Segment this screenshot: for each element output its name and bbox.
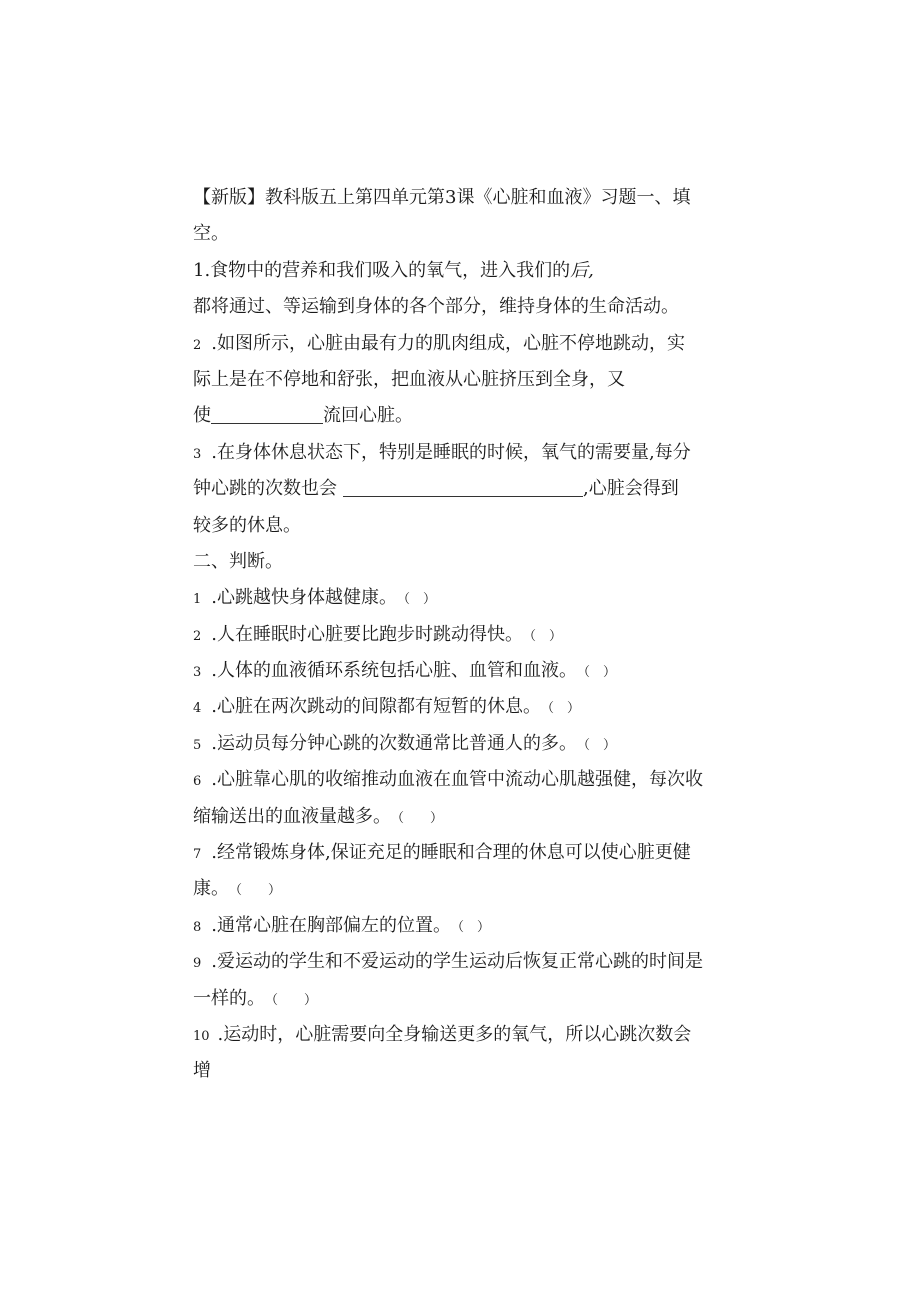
judge-item-10-line-2: 增 [193,1060,211,1082]
title-line-1: 【新版】教科版五上第四单元第3课《心脏和血液》习题一、填 [193,187,691,208]
fill-q3-text: .在身体休息状态下，特别是睡眠的时候，氧气的需要量,每分 [211,441,691,463]
judge-text: .经常锻炼身体,保证充足的睡眠和合理的休息可以使心脏更健 [211,842,691,864]
judge-text: 康。 [193,878,229,900]
judge-text: .运动员每分钟心跳的次数通常比普通人的多。 [211,732,578,754]
judge-item-6-line-1 [193,762,733,798]
judge-number: 6 [193,774,202,790]
title-line-2: 空。 [193,223,229,245]
fill-q3-number: 3 [193,446,202,462]
fill-q2-suffix: 流回心脏。 [323,405,413,427]
judge-item-5 [193,726,733,762]
fill-q1-line-1 [193,253,733,289]
answer-paren[interactable]: （ ） [451,919,491,935]
judge-number: 9 [193,956,202,972]
judge-number: 1 [193,592,202,608]
fill-q2-prefix: 使 [193,405,211,427]
answer-paren[interactable]: （ ） [541,701,581,717]
judge-text: .运动时，心脏需要向全身输送更多的氧气，所以心跳次数会 [217,1023,692,1045]
fill-q3-line-2 [193,471,733,507]
judge-number: 10 [193,1028,210,1044]
judge-number: 3 [193,665,202,681]
fill-q3-suffix: ,心脏会得到 [583,478,679,500]
worksheet [193,180,733,1090]
judge-text: 一样的。 [193,987,265,1009]
fill-q2-text: .如图所示，心脏由最有力的肌肉组成，心脏不停地跳动，实 [211,332,686,354]
answer-paren[interactable]: （ ） [397,592,437,608]
fill-q2-number: 2 [193,337,202,353]
judge-item-4 [193,689,733,725]
judge-item-2 [193,617,733,653]
judge-number: 7 [193,847,202,863]
fill-q1-after: 后, [570,259,594,281]
fill-q2-line-1 [193,326,733,362]
answer-paren[interactable]: （ ） [229,883,282,899]
fill-q3-line-1 [193,435,733,471]
answer-paren[interactable]: （ ） [577,665,617,681]
judge-text: .心跳越快身体越健康。 [211,587,398,609]
judge-number: 8 [193,919,202,935]
answer-blank[interactable] [343,478,583,497]
judge-text: .心脏靠心肌的收缩推动血液在血管中流动心肌越强健，每次收 [211,769,704,791]
judge-item-1 [193,580,733,616]
fill-q1-text: 1.食物中的营养和我们吸入的氧气，进入我们的 [193,259,571,281]
answer-paren[interactable]: （ ） [523,628,563,644]
judge-number: 4 [193,701,202,717]
answer-blank[interactable] [211,405,323,424]
judge-item-7-line-1 [193,835,733,871]
judge-item-7-line-2 [193,871,733,907]
judge-item-6-line-2 [193,799,733,835]
judge-text: .心脏在两次跳动的间隙都有短暂的休息。 [211,696,542,718]
answer-paren[interactable]: （ ） [391,810,444,826]
answer-paren[interactable]: （ ） [265,992,318,1008]
judge-number: 2 [193,628,202,644]
fill-q3-line-3: 较多的休息。 [193,514,301,536]
judge-text: .爱运动的学生和不爱运动的学生运动后恢复正常心跳的时间是 [211,951,704,973]
judge-text: .人体的血液循环系统包括心脏、血管和血液。 [211,660,578,682]
judge-item-9-line-2 [193,981,733,1017]
fill-q2-line-2: 际上是在不停地和舒张，把血液从心脏挤压到全身，又 [193,368,625,390]
judge-item-3 [193,653,733,689]
fill-q1-line-2: 都将通过、等运输到身体的各个部分，维持身体的生命活动。 [193,296,679,318]
judge-text: .人在睡眠时心脏要比跑步时跳动得快。 [211,623,524,645]
judge-item-8 [193,908,733,944]
fill-q3-prefix: 钟心跳的次数也会 [193,478,337,500]
judge-item-9-line-1 [193,944,733,980]
judge-number: 5 [193,737,202,753]
answer-paren[interactable]: （ ） [577,737,617,753]
judge-heading: 二、判断。 [193,550,283,572]
judge-text: 缩输送出的血液量越多。 [193,805,391,827]
judge-item-10-line-1 [193,1017,733,1053]
fill-q2-line-3 [193,398,733,434]
judge-text: .通常心脏在胸部偏左的位置。 [211,914,452,936]
